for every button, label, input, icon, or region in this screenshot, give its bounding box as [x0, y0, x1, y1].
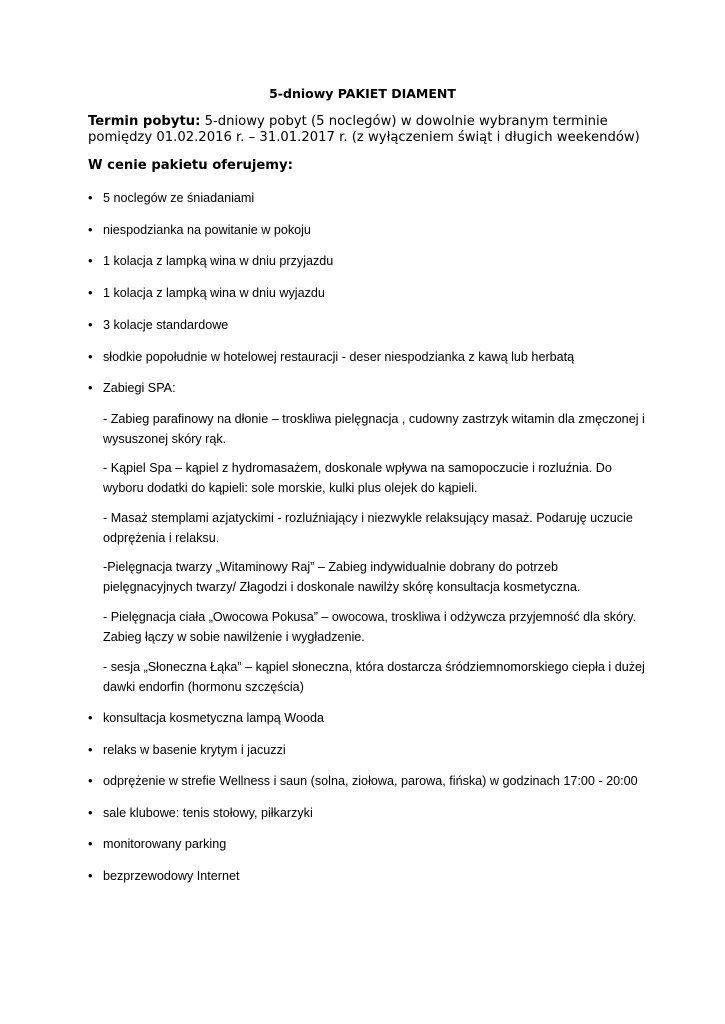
- stay-term-label: Termin pobytu:: [88, 114, 201, 129]
- bullet-icon: •: [88, 349, 93, 364]
- spa-treatment: - Pielęgnacja ciała „Owocowa Pokusa” – owocowa, troskliwa i odżywcza przyjemność dla skóry. Zabieg łączy w sobie nawilżenie i wygładzenie.: [103, 610, 637, 644]
- list-item-text: Zabiegi SPA:: [103, 381, 176, 395]
- bullet-icon: •: [88, 773, 93, 788]
- bullet-icon: •: [88, 805, 93, 820]
- bullet-icon: •: [88, 253, 93, 268]
- bullet-icon: •: [88, 742, 93, 757]
- list-item-text: 1 kolacja z lampką wina w dniu wyjazdu: [103, 286, 325, 300]
- bullet-icon: •: [88, 317, 93, 332]
- list-item-text: odprężenie w strefie Wellness i saun (solna, ziołowa, parowa, fińska) w godzinach 17:00 - 20:00: [103, 774, 638, 788]
- spa-treatment: - sesja „Słoneczna Łąka” – kąpiel słoneczna, która dostarcza śródziemnomorskiego ciepła i dużej dawki endorfin (hormonu szczęścia): [103, 660, 645, 694]
- document-title: 5-dniowy PAKIET DIAMENT: [269, 86, 456, 101]
- list-item-text: 1 kolacja z lampką wina w dniu przyjazdu: [103, 254, 334, 268]
- bullet-icon: •: [88, 380, 93, 395]
- bullet-icon: •: [88, 222, 93, 237]
- bullet-icon: •: [88, 868, 93, 883]
- spa-treatment: - Zabieg parafinowy na dłonie – troskliwa pielęgnacja , cudowny zastrzyk witamin dla zmęczonej i wysuszonej skóry rąk.: [103, 412, 645, 446]
- stay-term-text: 5-dniowy pobyt (5 noclegów) w dowolnie wybranym terminie pomiędzy 01.02.2016 r. – 31.01.2017 r. (z wyłączeniem świąt i długich weekendów): [88, 114, 640, 145]
- spa-treatment: -Pielęgnacja twarzy „Witaminowy Raj” – Zabieg indywidualnie dobrany do potrzeb pielęgnacyjnych twarzy/ Złagodzi i doskonale nawilży skórę konsultacja kosmetyczna.: [103, 560, 581, 594]
- bullet-icon: •: [88, 285, 93, 300]
- list-item-text: sale klubowe: tenis stołowy, piłkarzyki: [103, 806, 313, 820]
- bullet-icon: •: [88, 190, 93, 205]
- list-item-text: słodkie popołudnie w hotelowej restauracji - deser niespodzianka z kawą lub herbatą: [103, 350, 575, 364]
- list-item-text: niespodzianka na powitanie w pokoju: [103, 223, 311, 237]
- list-item-text: konsultacja kosmetyczna lampą Wooda: [103, 711, 324, 725]
- spa-treatment: - Masaż stemplami azjatyckimi - rozluźniający i niezwykle relaksujący masaż. Podaruję uczucie odprężenia i relaksu.: [103, 511, 633, 545]
- bullet-icon: •: [88, 836, 93, 851]
- bullet-icon: •: [88, 710, 93, 725]
- list-item-text: monitorowany parking: [103, 837, 227, 851]
- list-item-text: bezprzewodowy Internet: [103, 869, 240, 883]
- offer-heading: W cenie pakietu oferujemy:: [88, 158, 293, 173]
- spa-treatment: - Kąpiel Spa – kąpiel z hydromasażem, doskonale wpływa na samopoczucie i rozluźnia. Do wyboru dodatki do kąpieli: sole morskie, kulki plus olejek do kąpieli.: [103, 461, 612, 495]
- list-item-text: 3 kolacje standardowe: [103, 318, 229, 332]
- list-item-text: relaks w basenie krytym i jacuzzi: [103, 743, 286, 757]
- stay-term-paragraph: [88, 114, 648, 146]
- list-item-text: 5 noclegów ze śniadaniami: [103, 191, 255, 205]
